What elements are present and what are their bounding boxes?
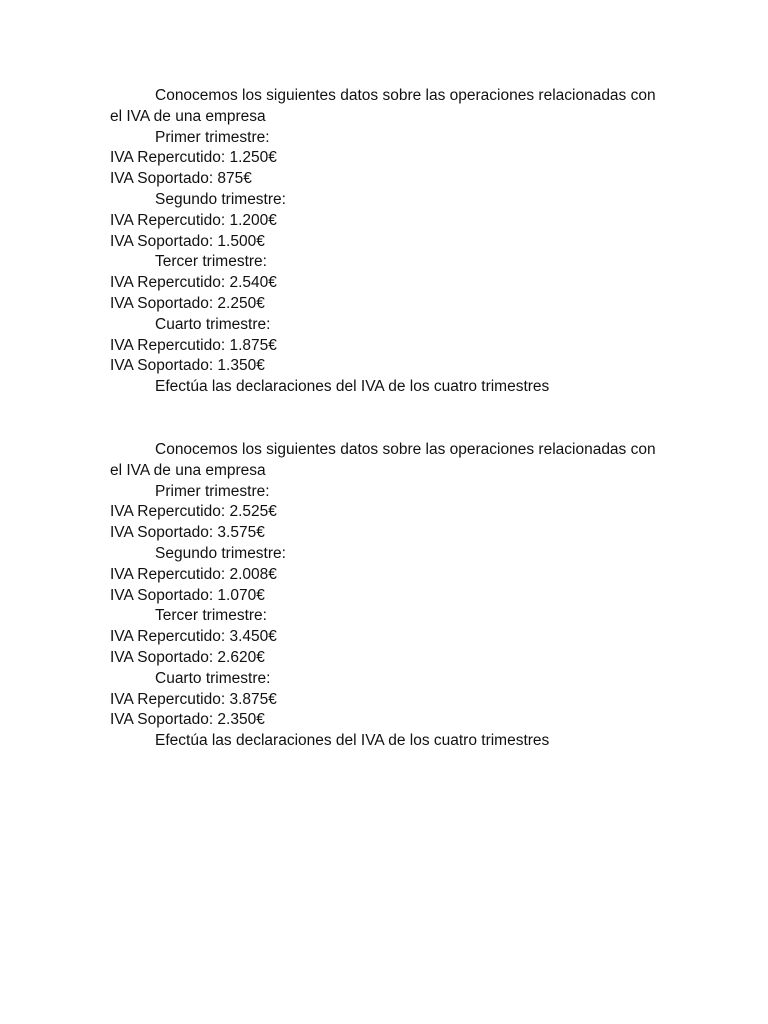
- quarter-title: Segundo trimestre:: [155, 544, 286, 562]
- iva-repercutido: IVA Repercutido: 2.525€: [110, 503, 277, 521]
- iva-repercutido: IVA Repercutido: 2.540€: [110, 274, 277, 292]
- exercise-1: [110, 86, 670, 398]
- quarter-title: Tercer trimestre:: [155, 607, 267, 625]
- iva-soportado: IVA Soportado: 1.350€: [110, 357, 265, 375]
- quarter-title: Tercer trimestre:: [155, 253, 267, 271]
- iva-soportado: IVA Soportado: 875€: [110, 170, 252, 188]
- quarter-title: Segundo trimestre:: [155, 190, 286, 208]
- quarter-title: Primer trimestre:: [155, 482, 270, 500]
- iva-repercutido: IVA Repercutido: 1.875€: [110, 336, 277, 354]
- iva-repercutido: IVA Repercutido: 3.875€: [110, 690, 277, 708]
- quarter-title: Cuarto trimestre:: [155, 669, 271, 687]
- iva-repercutido: IVA Repercutido: 2.008€: [110, 565, 277, 583]
- iva-repercutido: IVA Repercutido: 1.200€: [110, 211, 277, 229]
- quarter-title: Primer trimestre:: [155, 128, 270, 146]
- document-page: [110, 86, 670, 752]
- iva-repercutido: IVA Repercutido: 3.450€: [110, 628, 277, 646]
- iva-soportado: IVA Soportado: 2.350€: [110, 711, 265, 729]
- exercise-instruction: Efectúa las declaraciones del IVA de los cuatro trimestres: [155, 378, 550, 396]
- iva-soportado: IVA Soportado: 1.500€: [110, 232, 265, 250]
- iva-soportado: IVA Soportado: 2.250€: [110, 294, 265, 312]
- iva-soportado: IVA Soportado: 3.575€: [110, 524, 265, 542]
- iva-soportado: IVA Soportado: 1.070€: [110, 586, 265, 604]
- quarter-title: Cuarto trimestre:: [155, 315, 271, 333]
- iva-soportado: IVA Soportado: 2.620€: [110, 648, 265, 666]
- exercise-instruction: Efectúa las declaraciones del IVA de los cuatro trimestres: [155, 732, 550, 750]
- exercise-2: [110, 440, 670, 752]
- exercise-intro: Conocemos los siguientes datos sobre las operaciones relacionadas con el IVA de una empresa: [110, 87, 656, 125]
- iva-repercutido: IVA Repercutido: 1.250€: [110, 149, 277, 167]
- exercise-intro: Conocemos los siguientes datos sobre las operaciones relacionadas con el IVA de una empresa: [110, 440, 656, 479]
